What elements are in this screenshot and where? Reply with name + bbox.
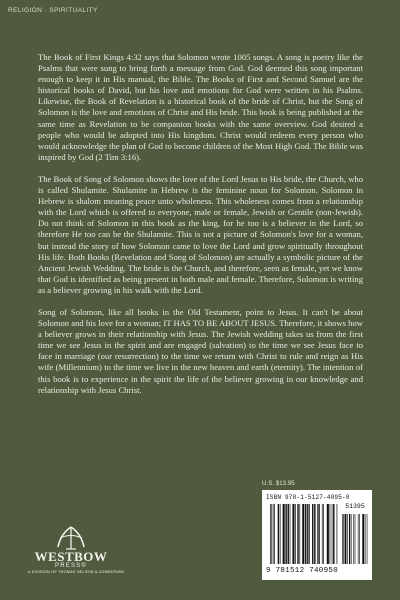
barcode-bar xyxy=(297,504,298,564)
barcode-bar xyxy=(290,504,291,564)
barcode-bar xyxy=(292,504,294,564)
barcode-bar xyxy=(318,504,319,564)
barcode-bar xyxy=(351,514,352,564)
barcode-bar xyxy=(317,504,318,564)
barcode-bar xyxy=(278,504,279,564)
barcode-bar xyxy=(333,504,334,564)
barcode-bar xyxy=(309,504,310,564)
barcode-bar xyxy=(355,514,356,564)
back-cover-description xyxy=(38,52,363,407)
barcode-bar xyxy=(271,504,272,564)
barcode-bar xyxy=(365,514,366,564)
paragraph-2: The Book of Song of Solomon shows the love of the Lord Jesus to His bride, the Church, who is called Shulamite. Shulamite in Hebrew is the feminine noun for Solomon. Solomon in Hebrew is shalom meaning peace unto wholeness. This wholeness comes from a relationship with the Lord which is offered to everyone, male or female, Jewish or Gentile (non-Jewish). Do not think of Solomon in this book as the king, for he too is a believer in the Lord, so therefore He too can be the Shulamite. This is not a picture of Solomon's love for a woman, but instead the story of how Solomon came to love the Lord and grow spiritually throughout His life. Both Books (Revelation and Song of Solomon) are actually a symbolic picture of the Ancient Jewish Wedding. The bride is the Church, and therefore, seen as female, yet we know that God is identified as being present in both male and female. Therefore, Solomon is writing as a believer growing in his walk with the Lord. xyxy=(38,173,363,295)
barcode-bar xyxy=(295,504,296,564)
barcode-addon-number: 51395 xyxy=(345,503,365,510)
barcode-bar xyxy=(273,504,274,564)
barcode-bar xyxy=(362,514,364,564)
barcode-bar xyxy=(302,504,304,564)
isbn-label: ISBN 978-1-5127-4095-0 xyxy=(266,494,350,501)
barcode-number: 9 781512 740950 xyxy=(266,567,339,575)
barcode-bar xyxy=(342,514,343,564)
paragraph-3: Song of Solomon, like all books in the Old Testament, point to Jesus. It can't be about Solomon and his love for a woman; IT HAS TO BE ABOUT JESUS. Therefore, it shows how a believer grows in their relationship with Jesus. The Jewish wedding takes us from the first time we see Jesus in the spirit and are engaged (salvation) to the time we see Jesus face to face in marriage (our resurrection) to the time we return with Christ to rule and reign as His wife (Millennium) to the time we live in the new heaven and earth (eternity). The intention of this book is to experience in the spirit the life of the believer growing in our knowledge and relationship with Jesus Christ. xyxy=(38,306,363,395)
barcode-panel xyxy=(262,490,372,580)
barcode-bar xyxy=(332,504,333,564)
barcode-bar xyxy=(307,504,308,564)
barcode-bar xyxy=(353,514,354,564)
barcode-bar xyxy=(330,504,331,564)
barcode-bar xyxy=(349,514,350,564)
publisher-name: WESTBOW xyxy=(34,549,108,564)
category-label: RELIGION · SPIRITUALITY xyxy=(8,7,98,14)
barcode-bar xyxy=(312,504,313,564)
barcode-bar xyxy=(314,504,315,564)
publisher-division: A DIVISION OF THOMAS NELSON & ZONDERVAN xyxy=(28,570,125,574)
barcode-main-bars xyxy=(270,504,338,564)
publisher-logo xyxy=(28,525,125,574)
barcode-bar xyxy=(280,504,281,564)
barcode-bar xyxy=(327,504,329,564)
barcode-bar xyxy=(343,514,344,564)
barcode-bar xyxy=(288,504,289,564)
barcode-bar xyxy=(283,504,285,564)
barcode-bar xyxy=(322,504,323,564)
barcode-bar xyxy=(299,504,300,564)
barcode-bar xyxy=(345,514,347,564)
price-label: U.S. $13.95 xyxy=(262,480,295,487)
barcode-bar xyxy=(323,504,324,564)
publisher-press: PRESS® xyxy=(55,563,87,569)
westbow-emblem-icon xyxy=(54,525,88,551)
barcode-bar xyxy=(274,504,275,564)
barcode-bar xyxy=(337,504,338,564)
barcode-bar xyxy=(270,504,271,564)
barcode-bar xyxy=(285,504,286,564)
barcode-bar xyxy=(367,514,368,564)
paragraph-1: The Book of First Kings 4:32 says that Solomon wrote 1005 songs. A song is poetry like the Psalms that were sung to bring forth a message from God. God deemed this song important enough to keep it in His manual, the Bible. The Books of First and Second Samuel are the historical books of David, but his love and emotions for God were written in his Psalms. Likewise, the Book of Revelation is a historical book of the bride of Christ, but the Song of Solomon is the love and emotions of Christ and His bride. This book is being published at the same time as Revelation to be companion books with the same overview. God desired a people who would be adopted into His kingdom. Christ would redeem every person who would acknowledge the plan of God to become children of the Most High God. The Bible was inspired by God (2 Tim 3:16). xyxy=(38,52,363,162)
barcode-bar xyxy=(358,514,359,564)
barcode-bar xyxy=(347,514,348,564)
barcode-bar xyxy=(305,504,306,564)
barcode-bar xyxy=(359,514,360,564)
barcode-addon-bars xyxy=(342,514,368,564)
